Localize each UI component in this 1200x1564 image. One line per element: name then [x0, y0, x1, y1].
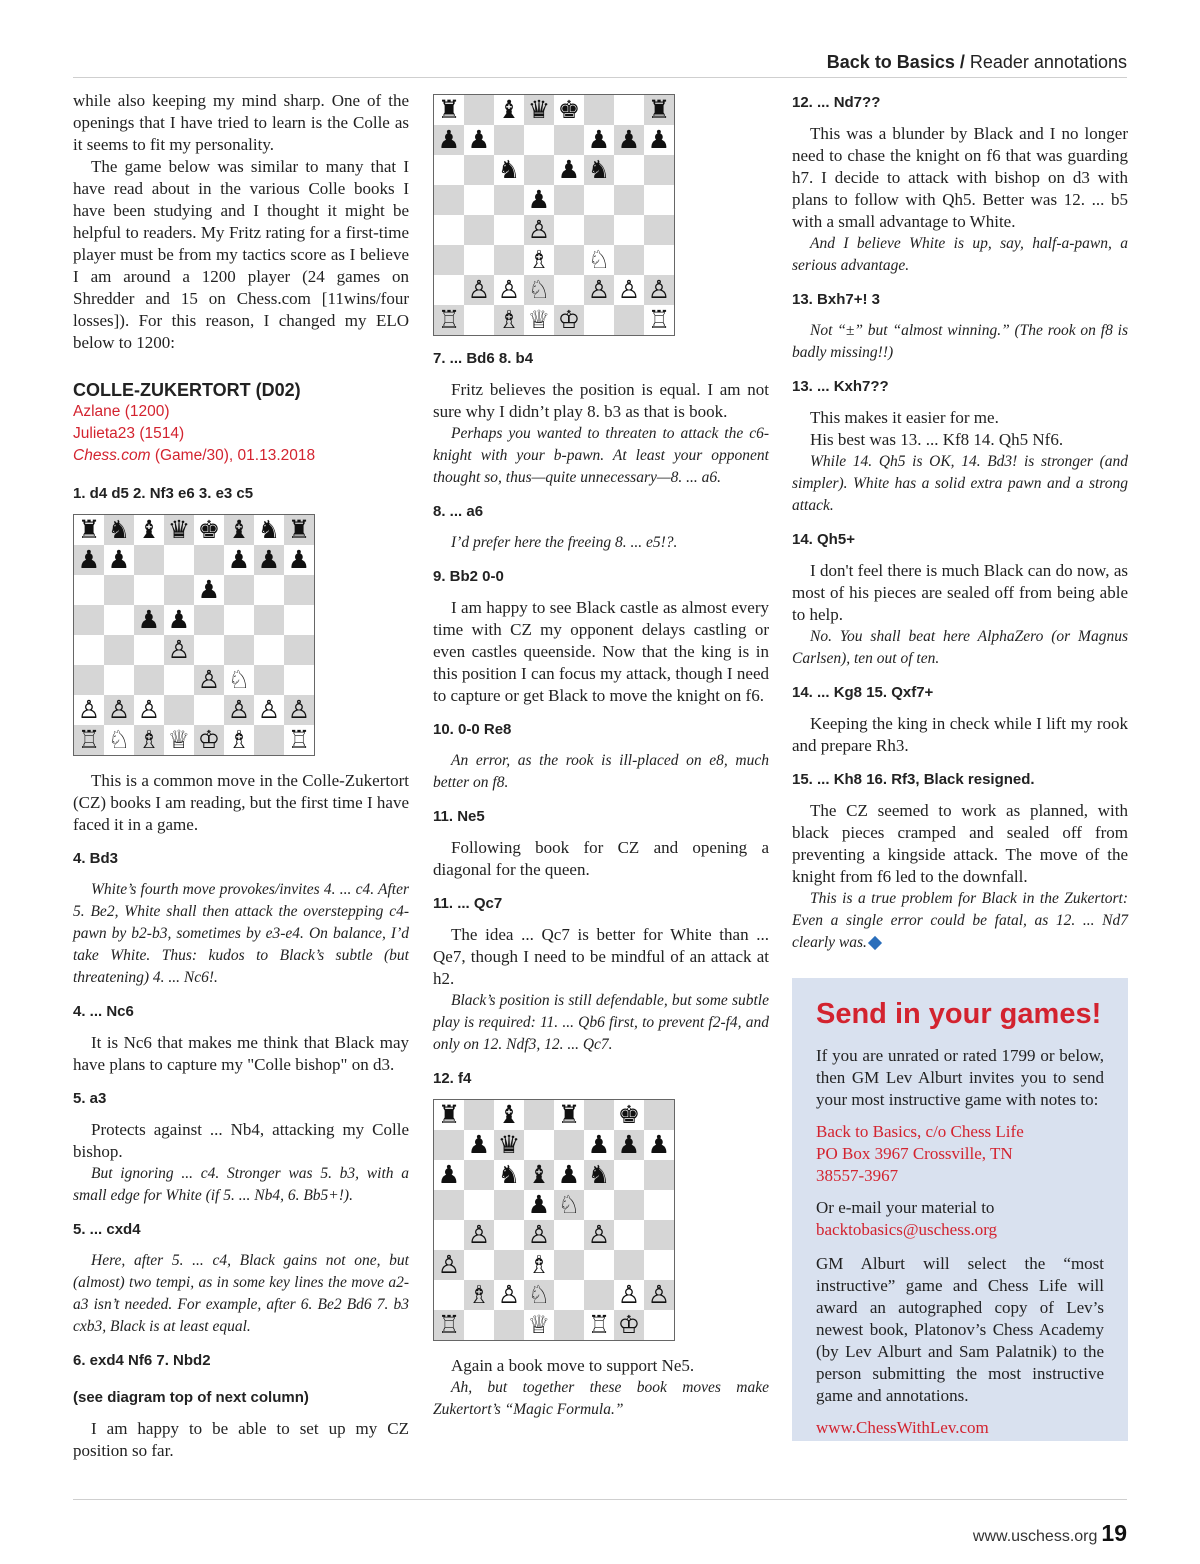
move-heading: 13. ... Kxh7??	[792, 378, 889, 395]
board-square	[434, 215, 464, 245]
column-3	[792, 94, 1128, 954]
move-heading: 14. Qh5+	[792, 531, 855, 548]
board-square	[254, 725, 284, 755]
board-square	[614, 245, 644, 275]
board-square	[464, 185, 494, 215]
board-square	[554, 125, 584, 155]
board-square	[524, 1100, 554, 1130]
white-knight-icon: ♘	[524, 1280, 554, 1310]
board-square	[284, 605, 314, 635]
board-square	[614, 95, 644, 125]
board-square	[554, 245, 584, 275]
black-pawn-icon: ♟	[284, 545, 314, 575]
board-square	[224, 575, 254, 605]
board-square	[494, 1310, 524, 1340]
board-square	[644, 155, 674, 185]
annotation: While 14. Qh5 is OK, 14. Bd3! is stronger (and simpler). White has a solid extra pawn and a strong attack.	[792, 453, 1128, 514]
board-square	[164, 545, 194, 575]
black-pawn-icon: ♟	[434, 125, 464, 155]
header-separator: /	[954, 52, 970, 72]
board-square	[524, 125, 554, 155]
move-heading: 10. 0-0 Re8	[433, 721, 512, 738]
chess-diagram	[433, 94, 675, 336]
board-square	[284, 635, 314, 665]
white-pawn-icon: ♙	[584, 1220, 614, 1250]
white-bishop-icon: ♗	[464, 1280, 494, 1310]
board-square	[614, 215, 644, 245]
board-square	[134, 665, 164, 695]
board-square	[584, 1250, 614, 1280]
board-square	[434, 1220, 464, 1250]
board-square	[464, 1250, 494, 1280]
board-square	[104, 665, 134, 695]
section-title: Back to Basics	[826, 52, 955, 72]
running-header	[827, 52, 1127, 73]
black-bishop-icon: ♝	[224, 515, 254, 545]
white-pawn-icon: ♙	[464, 275, 494, 305]
board-square	[464, 155, 494, 185]
board-square	[614, 1220, 644, 1250]
black-pawn-icon: ♟	[524, 185, 554, 215]
address-line: PO Box 3967 Crossville, TN	[816, 1144, 1013, 1163]
board-square	[614, 155, 644, 185]
address-line: 38557-3967	[816, 1166, 899, 1185]
board-square	[464, 1190, 494, 1220]
board-square	[554, 1280, 584, 1310]
move-heading: 13. Bxh7+! 3	[792, 291, 880, 308]
board-square	[134, 545, 164, 575]
white-pawn-icon: ♙	[434, 1250, 464, 1280]
move-heading: 4. Bd3	[73, 850, 119, 867]
white-pawn-icon: ♙	[614, 275, 644, 305]
footer	[973, 1520, 1127, 1547]
board-square	[614, 1160, 644, 1190]
black-pawn-icon: ♟	[524, 1190, 554, 1220]
move-heading: 4. ... Nc6	[73, 1003, 134, 1020]
board-square	[614, 185, 644, 215]
white-bishop-icon: ♗	[134, 725, 164, 755]
black-pawn-icon: ♟	[644, 1130, 674, 1160]
board-square	[164, 665, 194, 695]
board-square	[74, 605, 104, 635]
paragraph: This makes it easier for me.	[810, 408, 999, 427]
board-square	[644, 1220, 674, 1250]
black-player: Julieta23 (1514)	[73, 425, 185, 442]
board-square	[254, 605, 284, 635]
box-paragraph: Or e-mail your material to	[816, 1198, 995, 1217]
white-player: Azlane (1200)	[73, 403, 170, 420]
black-pawn-icon: ♟	[104, 545, 134, 575]
board-square	[554, 1310, 584, 1340]
page-number: 19	[1101, 1520, 1127, 1546]
board-square	[284, 665, 314, 695]
board-square	[584, 1100, 614, 1130]
black-king-icon: ♚	[554, 95, 584, 125]
column-1	[73, 90, 409, 1462]
white-king-icon: ♔	[614, 1310, 644, 1340]
black-rook-icon: ♜	[434, 95, 464, 125]
board-square	[584, 215, 614, 245]
board-square	[584, 95, 614, 125]
white-pawn-icon: ♙	[644, 1280, 674, 1310]
board-square	[74, 665, 104, 695]
black-pawn-icon: ♟	[644, 125, 674, 155]
black-king-icon: ♚	[194, 515, 224, 545]
white-rook-icon: ♖	[644, 305, 674, 335]
board-square	[254, 575, 284, 605]
white-pawn-icon: ♙	[224, 695, 254, 725]
paragraph: Keeping the king in check while I lift my rook and prepare Rh3.	[792, 714, 1128, 755]
board-square	[74, 575, 104, 605]
move-heading: 11. ... Qc7	[433, 895, 503, 912]
board-square	[164, 695, 194, 725]
black-rook-icon: ♜	[644, 95, 674, 125]
board-square	[644, 1310, 674, 1340]
black-pawn-icon: ♟	[614, 1130, 644, 1160]
board-square	[614, 305, 644, 335]
board-square	[644, 1100, 674, 1130]
paragraph: I am happy to be able to set up my CZ position so far.	[73, 1419, 409, 1460]
board-square	[104, 605, 134, 635]
white-pawn-icon: ♙	[524, 1220, 554, 1250]
diagram-note: (see diagram top of next column)	[73, 1389, 309, 1406]
board-square	[254, 635, 284, 665]
move-heading: 12. f4	[433, 1070, 472, 1087]
board-square	[524, 1130, 554, 1160]
black-rook-icon: ♜	[554, 1100, 584, 1130]
black-pawn-icon: ♟	[164, 605, 194, 635]
black-bishop-icon: ♝	[494, 1100, 524, 1130]
chess-diagram	[433, 1099, 675, 1341]
board-square	[644, 185, 674, 215]
black-bishop-icon: ♝	[524, 1160, 554, 1190]
event-site: Chess.com	[73, 447, 151, 464]
board-square	[554, 215, 584, 245]
board-square	[254, 665, 284, 695]
board-square	[494, 125, 524, 155]
move-heading: 9. Bb2 0-0	[433, 568, 504, 585]
event-info	[73, 445, 409, 467]
board-square	[584, 1190, 614, 1220]
black-bishop-icon: ♝	[134, 515, 164, 545]
move-heading: 14. ... Kg8 15. Qxf7+	[792, 684, 934, 701]
board-square	[194, 605, 224, 635]
board-square	[494, 185, 524, 215]
black-bishop-icon: ♝	[494, 95, 524, 125]
board-square	[644, 1250, 674, 1280]
black-queen-icon: ♛	[494, 1130, 524, 1160]
white-pawn-icon: ♙	[584, 275, 614, 305]
board-square	[284, 575, 314, 605]
board-square	[224, 635, 254, 665]
board-square	[644, 1160, 674, 1190]
black-rook-icon: ♜	[74, 515, 104, 545]
closing-annotation: This is a true problem for Black in the Zukertort: Even a single error could be fatal, as 12. ... Nd7 clearly was.	[792, 890, 1128, 951]
move-heading: 11. Ne5	[433, 808, 485, 825]
black-rook-icon: ♜	[434, 1100, 464, 1130]
board-square	[584, 1280, 614, 1310]
board-square	[134, 575, 164, 605]
black-pawn-icon: ♟	[194, 575, 224, 605]
chess-diagram	[73, 514, 315, 756]
board-square	[434, 155, 464, 185]
white-pawn-icon: ♙	[644, 275, 674, 305]
board-square	[554, 1130, 584, 1160]
board-square	[464, 245, 494, 275]
annotation: And I believe White is up, say, half-a-pawn, a serious advantage.	[792, 235, 1128, 274]
annotation: Here, after 5. ... c4, Black gains not one, but (almost) two tempi, as in some key lines the move a2-a3 isn’t needed. For example, after 6. Be2 Bd6 7. b3 cxb3, Black is at least equal.	[73, 1252, 409, 1335]
move-heading: 5. a3	[73, 1090, 107, 1107]
annotation	[792, 888, 1128, 954]
white-pawn-icon: ♙	[254, 695, 284, 725]
black-pawn-icon: ♟	[614, 125, 644, 155]
paragraph: The idea ... Qc7 is better for White than ... Qe7, though I need to be mindful of an attack at h2.	[433, 925, 769, 988]
white-pawn-icon: ♙	[134, 695, 164, 725]
board-square	[614, 1250, 644, 1280]
board-square	[434, 1190, 464, 1220]
white-knight-icon: ♘	[584, 245, 614, 275]
white-rook-icon: ♖	[434, 1310, 464, 1340]
board-square	[644, 215, 674, 245]
black-queen-icon: ♛	[524, 95, 554, 125]
annotation: No. You shall beat here AlphaZero (or Magnus Carlsen), ten out of ten.	[792, 628, 1128, 667]
black-pawn-icon: ♟	[554, 155, 584, 185]
box-paragraph: GM Alburt will select the “most instructive” game and Chess Life will award an autographed copy of Lev’s newest book, Platonov’s Chess Academy (by Lev Alburt and Sam Palatnik) to the person submitting the most instructive game and annotations.	[816, 1254, 1104, 1405]
black-knight-icon: ♞	[254, 515, 284, 545]
white-pawn-icon: ♙	[494, 275, 524, 305]
move-heading: 1. d4 d5 2. Nf3 e6 3. e3 c5	[73, 485, 254, 502]
black-pawn-icon: ♟	[434, 1160, 464, 1190]
black-pawn-icon: ♟	[464, 125, 494, 155]
footer-rule	[73, 1499, 1127, 1500]
board-square	[464, 215, 494, 245]
annotation: Ah, but together these book moves make Zukertort’s “Magic Formula.”	[433, 1379, 769, 1418]
box-title: Send in your games!	[816, 998, 1102, 1030]
move-heading: 5. ... cxd4	[73, 1221, 141, 1238]
move-heading: 15. ... Kh8 16. Rf3, Black resigned.	[792, 771, 1035, 788]
paragraph: The CZ seemed to work as planned, with black pieces cramped and sealed off from preventing a kingside attack. The move of the knight from f6 led to the downfall.	[792, 801, 1128, 886]
board-square	[644, 1190, 674, 1220]
white-knight-icon: ♘	[554, 1190, 584, 1220]
black-pawn-icon: ♟	[134, 605, 164, 635]
board-square	[434, 1130, 464, 1160]
paragraph: Following book for CZ and opening a diagonal for the queen.	[433, 838, 769, 879]
paragraph: while also keeping my mind sharp. One of the openings that I have tried to learn is the Colle as it seems to fit my personality.	[73, 91, 409, 154]
white-bishop-icon: ♗	[524, 245, 554, 275]
board-square	[494, 1250, 524, 1280]
board-square	[494, 1190, 524, 1220]
paragraph: This is a common move in the Colle-Zukertort (CZ) books I am reading, but the first time I have faced it in a game.	[73, 771, 409, 834]
black-pawn-icon: ♟	[554, 1160, 584, 1190]
board-square	[614, 1190, 644, 1220]
board-square	[554, 1250, 584, 1280]
board-square	[584, 305, 614, 335]
end-mark-icon	[868, 936, 882, 950]
annotation: But ignoring ... c4. Stronger was 5. b3, with a small edge for White (if 5. ... Nb4, 6. Bb5+!).	[73, 1165, 409, 1204]
header-rule	[73, 77, 1127, 78]
black-pawn-icon: ♟	[584, 1130, 614, 1160]
black-knight-icon: ♞	[584, 155, 614, 185]
black-king-icon: ♚	[614, 1100, 644, 1130]
board-square	[494, 245, 524, 275]
white-queen-icon: ♕	[524, 1310, 554, 1340]
paragraph: This was a blunder by Black and I no longer need to chase the knight on f6 that was guarding h7. I decide to attack with bishop on d3 with plans to follow with Qh5. Better was 12. ... b5 with a small advantage to White.	[792, 124, 1128, 231]
board-square	[134, 635, 164, 665]
white-pawn-icon: ♙	[284, 695, 314, 725]
paragraph: I am happy to see Black castle as almost every time with CZ my opponent delays castling or even castles queenside. Now that the king is in this position I can focus my attack, though I need to capture or get Black to move the knight on f6.	[433, 598, 769, 705]
column-2	[433, 88, 769, 1421]
white-rook-icon: ♖	[284, 725, 314, 755]
annotation: Black’s position is still defendable, but some subtle play is required: 11. ... Qb6 first, to prevent f2-f4, and only on 12. Ndf3, 12. ... Qc7.	[433, 992, 769, 1053]
black-pawn-icon: ♟	[254, 545, 284, 575]
move-heading: 6. exd4 Nf6 7. Nbd2	[73, 1352, 211, 1369]
board-square	[554, 275, 584, 305]
paragraph: Protects against ... Nb4, attacking my Colle bishop.	[73, 1120, 409, 1161]
black-pawn-icon: ♟	[584, 125, 614, 155]
email-link[interactable]: backtobasics@uschess.org	[816, 1220, 998, 1239]
box-paragraph: If you are unrated or rated 1799 or below, then GM Lev Alburt invites you to send your most instructive game with notes to:	[816, 1046, 1104, 1109]
board-square	[434, 1280, 464, 1310]
board-square	[104, 575, 134, 605]
white-pawn-icon: ♙	[104, 695, 134, 725]
annotation: Perhaps you wanted to threaten to attack the c6-knight with your b-pawn. At least your opponent thought so, thus—quite unnecessary—8. ... a6.	[433, 425, 769, 486]
paragraph: Again a book move to support Ne5.	[451, 1356, 695, 1375]
footer-site: www.uschess.org	[972, 1528, 1098, 1545]
paragraph: His best was 13. ... Kf8 14. Qh5 Nf6.	[810, 430, 1064, 449]
board-square	[464, 1310, 494, 1340]
black-knight-icon: ♞	[104, 515, 134, 545]
annotation: I’d prefer here the freeing 8. ... e5!?.	[451, 534, 678, 551]
white-king-icon: ♔	[554, 305, 584, 335]
board-square	[464, 305, 494, 335]
black-queen-icon: ♛	[164, 515, 194, 545]
board-square	[434, 185, 464, 215]
board-square	[464, 1100, 494, 1130]
board-square	[104, 635, 134, 665]
white-pawn-icon: ♙	[194, 665, 224, 695]
white-rook-icon: ♖	[74, 725, 104, 755]
board-square	[464, 1160, 494, 1190]
board-square	[224, 605, 254, 635]
white-king-icon: ♔	[194, 725, 224, 755]
board-square	[434, 275, 464, 305]
board-square	[194, 695, 224, 725]
website-link[interactable]: www.ChessWithLev.com	[816, 1418, 989, 1437]
annotation: An error, as the rook is ill-placed on e8, much better on f8.	[433, 752, 769, 791]
address-line: Back to Basics, c/o Chess Life	[816, 1122, 1024, 1141]
white-pawn-icon: ♙	[164, 635, 194, 665]
white-pawn-icon: ♙	[614, 1280, 644, 1310]
white-bishop-icon: ♗	[524, 1250, 554, 1280]
move-heading: 8. ... a6	[433, 503, 484, 520]
white-knight-icon: ♘	[104, 725, 134, 755]
board-square	[194, 635, 224, 665]
white-queen-icon: ♕	[524, 305, 554, 335]
paragraph: I don't feel there is much Black can do now, as most of his pieces are sealed off from being able to help.	[792, 561, 1128, 624]
black-rook-icon: ♜	[284, 515, 314, 545]
black-knight-icon: ♞	[494, 1160, 524, 1190]
white-pawn-icon: ♙	[494, 1280, 524, 1310]
white-knight-icon: ♘	[524, 275, 554, 305]
board-square	[464, 95, 494, 125]
annotation: White’s fourth move provokes/invites 4. ... c4. After 5. Be2, White shall then attack the overstepping c4-pawn by b2-b3, sometimes by e3-e4. On balance, I’d take White. Thus: kudos to Black’s subtle (but threatening) 4. ... Nc6!.	[73, 881, 409, 986]
white-pawn-icon: ♙	[464, 1220, 494, 1250]
subsection-title: Reader annotations	[969, 52, 1127, 72]
black-pawn-icon: ♟	[74, 545, 104, 575]
white-rook-icon: ♖	[434, 305, 464, 335]
board-square	[584, 185, 614, 215]
annotation: Not “±” but “almost winning.” (The rook on f8 is badly missing!!)	[792, 322, 1128, 361]
board-square	[524, 155, 554, 185]
move-heading: 7. ... Bd6 8. b4	[433, 350, 534, 367]
event-detail: (Game/30), 01.13.2018	[150, 447, 316, 464]
paragraph: Fritz believes the position is equal. I am not sure why I didn’t play 8. b3 as that is book.	[433, 380, 769, 421]
black-pawn-icon: ♟	[224, 545, 254, 575]
board-square	[554, 185, 584, 215]
submission-box	[792, 978, 1128, 1441]
white-bishop-icon: ♗	[494, 305, 524, 335]
board-square	[494, 1220, 524, 1250]
board-square	[74, 635, 104, 665]
white-pawn-icon: ♙	[524, 215, 554, 245]
board-square	[554, 1220, 584, 1250]
board-square	[164, 575, 194, 605]
paragraph: It is Nc6 that makes me think that Black may have plans to capture my "Colle bishop" on d3.	[73, 1033, 409, 1074]
black-knight-icon: ♞	[584, 1160, 614, 1190]
white-bishop-icon: ♗	[224, 725, 254, 755]
board-square	[644, 245, 674, 275]
white-knight-icon: ♘	[224, 665, 254, 695]
opening-title: COLLE-ZUKERTORT (D02)	[73, 380, 301, 400]
board-square	[194, 545, 224, 575]
white-queen-icon: ♕	[164, 725, 194, 755]
board-square	[434, 245, 464, 275]
white-rook-icon: ♖	[584, 1310, 614, 1340]
black-pawn-icon: ♟	[464, 1130, 494, 1160]
board-square	[494, 215, 524, 245]
move-heading: 12. ... Nd7??	[792, 94, 881, 111]
white-pawn-icon: ♙	[74, 695, 104, 725]
black-knight-icon: ♞	[494, 155, 524, 185]
paragraph: The game below was similar to many that I have read about in the various Colle books I have been studying and I thought it might be helpful to readers. My Fritz rating for a first-time player must be from my tactics score as I believe I am around a 1200 player (24 games on Shredder and 15 on Chess.com [11wins/four losses]). For this reason, I changed my ELO below to 1200:	[73, 157, 409, 352]
